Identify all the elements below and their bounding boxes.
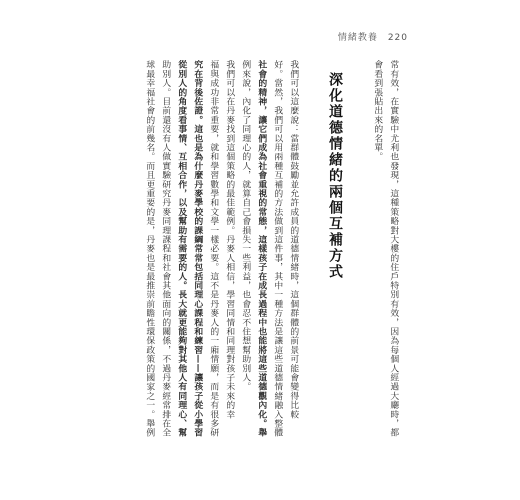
text-column-6: 例來說，內化了同理心的人，就算自己會損失一些利益，也會忍不住想幫助別人。 — [240, 60, 251, 392]
text-column-11: 助別人。目前還沒有人做實驗研究丹麥同理課程和社會其他面向的關係，不過丹麥經常排在全 — [160, 60, 171, 438]
text-column-1: 常有效，在實驗中尤利也發現，這種策略對大樓的住戶特別有效，因為每個人經過大廳時，都 — [388, 60, 399, 438]
text-column-7: 我們可以在丹麥找到這個策略的最佳範例。丹麥人相信，學習同情和同理對孩子未來的幸 — [224, 60, 235, 419]
text-column-12: 球最幸福社會的前幾名。而且更重要的是，丹麥也是最推崇前瞻性環保政策的國家之一。舉例 — [144, 60, 155, 438]
page-number: 220 — [387, 33, 408, 43]
text-column-8: 福與成功非常重要，就和學習數學和文學一樣必要。這不是丹麥人的一廂情願，而是有很多研 — [208, 60, 219, 438]
text-column-2: 會看到張貼出來的名單。 — [372, 60, 383, 162]
text-column-10: 從別人的角度看事情、互相合作，以及幫助有需要的人。長大就更能夠對其他人有同理心、幫 — [176, 60, 187, 438]
text-column-5: 社會的精神，讓它們成為社會重視的常態，這樣孩子在成長過程中也能將這些道德觀內化。舉 — [256, 60, 267, 438]
text-column-9: 究在背後佐證。這也是為什麼丹麥學校的課綱常常包括同理心課程和練習——讓孩子從小學習 — [192, 60, 203, 438]
header-title: 情緒教養 — [337, 33, 378, 43]
text-column-4: 好。當然，我們可以用兩種互補的方法做到這件事，其中一種方法是讓這些道德情緒融入整體 — [272, 60, 283, 438]
section-heading: 深化道德情緒的兩個互補方式 — [327, 72, 343, 280]
running-header — [338, 30, 408, 43]
text-column-3: 我們可以這麼說：當群體鼓勵並允許成員的道德情緒時，這個群體的前景可能會變得比較 — [288, 60, 299, 419]
